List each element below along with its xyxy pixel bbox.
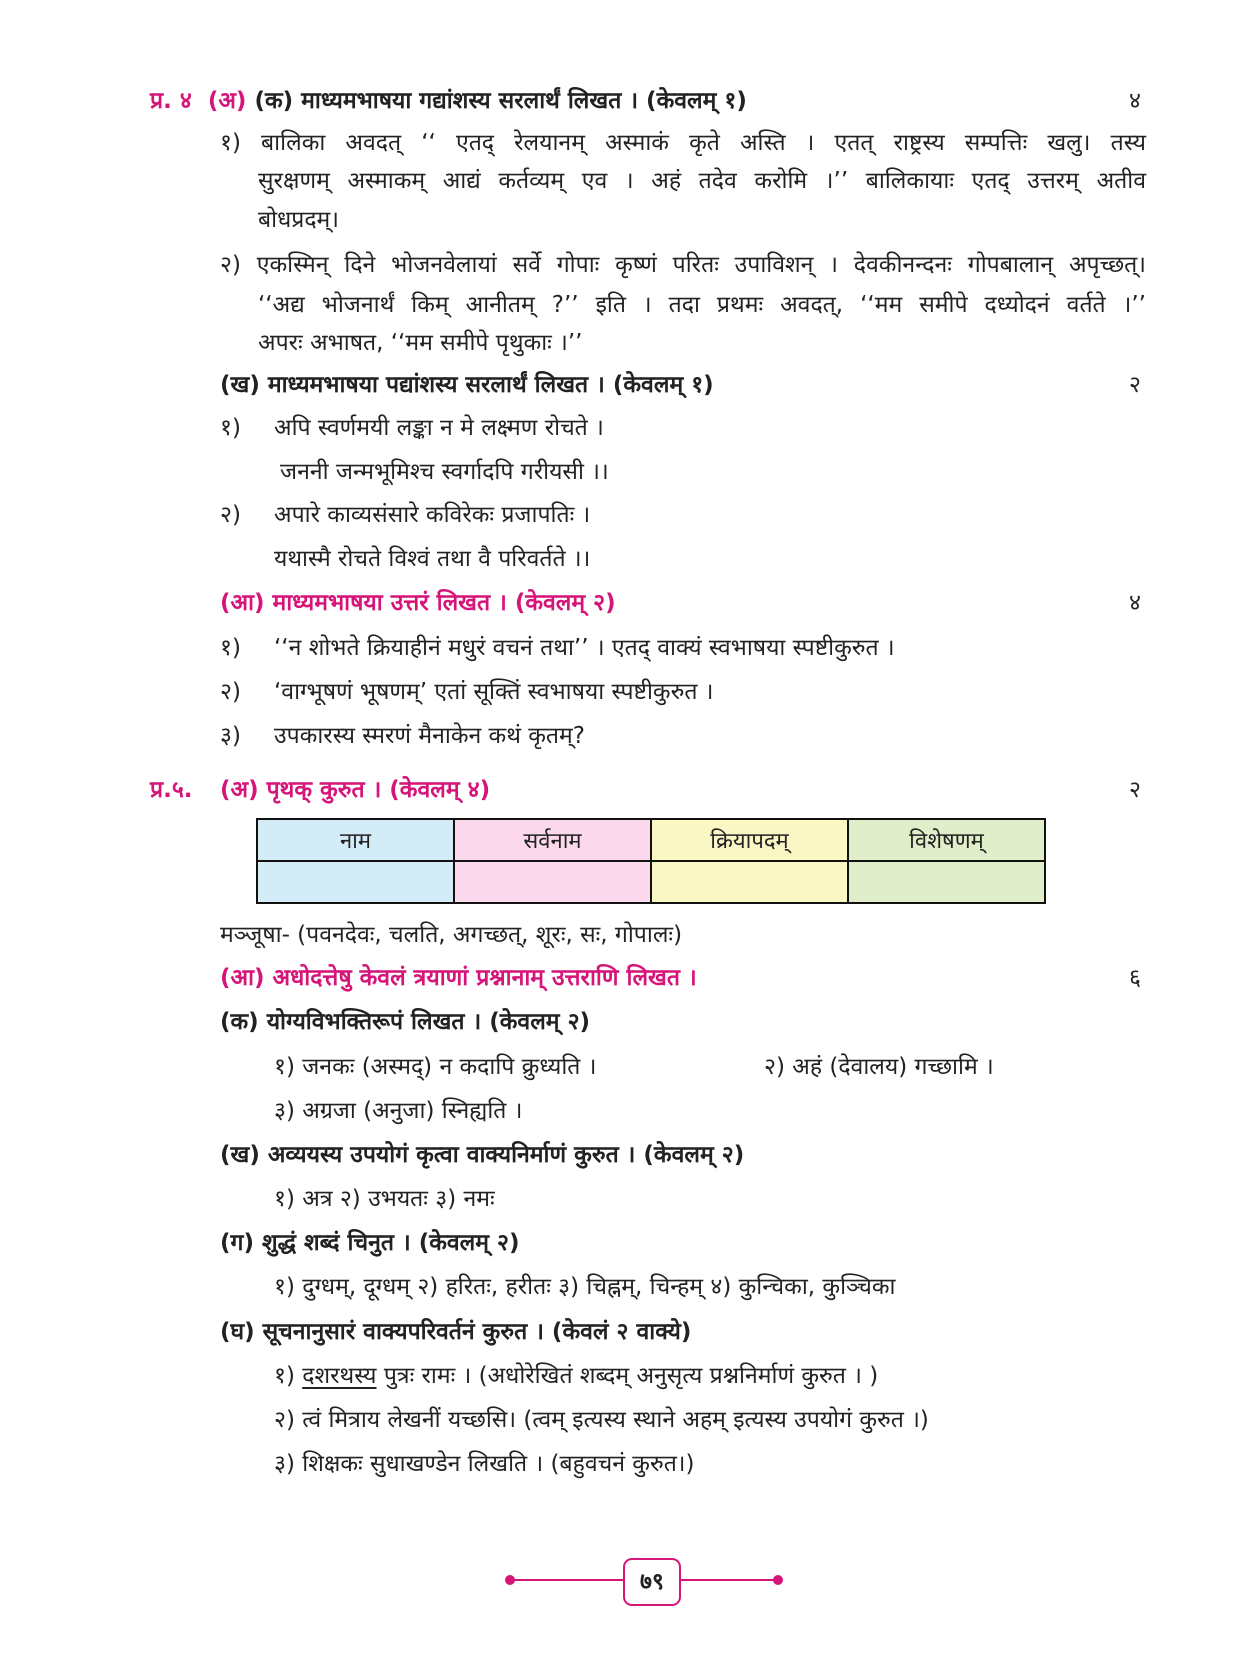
table-answer-row bbox=[257, 861, 1045, 903]
footer-rule-right bbox=[677, 1579, 777, 1581]
q5-a-heading: (अ) पृथक् कुरुत । (केवलम् ४) bbox=[220, 777, 491, 803]
table-header-cell: विशेषणम् bbox=[848, 819, 1045, 861]
category-table bbox=[256, 818, 1046, 904]
q4-ka-item1-line3: बोधप्रदम्। bbox=[258, 207, 340, 233]
q5-gha-item1-underlined: दशरथस्य bbox=[302, 1363, 377, 1389]
manjusha: मञ्जूषा- (पवनदेवः, चलति, अगच्छत्, शूरः, सः, गोपालः) bbox=[220, 922, 683, 948]
q5-a-marks: २ bbox=[1129, 777, 1141, 803]
q4-ka-marks: ४ bbox=[1129, 88, 1141, 114]
table-header-cell: क्रियापदम् bbox=[651, 819, 848, 861]
answer-cell bbox=[454, 861, 651, 903]
q4-aa-item3-num: ३) bbox=[220, 723, 241, 749]
q5-gha-item1 bbox=[274, 1361, 878, 1391]
answer-cell bbox=[257, 861, 454, 903]
q4-aa-marks: ४ bbox=[1129, 590, 1141, 616]
q4-kha-item1-num: १) bbox=[220, 415, 241, 441]
q4-aa-item1: ‘‘न शोभते क्रियाहीनं मधुरं वचनं तथा’’ । एतद् वाक्यं स्वभाषया स्पष्टीकुरुत । bbox=[274, 635, 895, 661]
q4-a-label: (अ) bbox=[207, 88, 247, 114]
q4-kha-heading: (ख) माध्यमभाषया पद्यांशस्य सरलार्थं लिखत । (केवलम् १) bbox=[220, 372, 714, 398]
q4-aa-item1-num: १) bbox=[220, 635, 241, 661]
footer-rule-left bbox=[510, 1579, 623, 1581]
answer-cell bbox=[848, 861, 1045, 903]
q5-label: प्र.५. bbox=[150, 777, 193, 803]
q4-aa-item2-num: २) bbox=[220, 679, 241, 705]
q4-ka-heading: (क) माध्यमभाषया गद्यांशस्य सरलार्थं लिखत । (केवलम् १) bbox=[254, 88, 747, 114]
table-header-row bbox=[257, 819, 1045, 861]
q4-kha-item1-line2: जननी जन्मभूमिश्च स्वर्गादपि गरीयसी ।। bbox=[280, 459, 609, 485]
q5-kha-heading: (ख) अव्ययस्य उपयोगं कृत्वा वाक्यनिर्माणं कुरुत । (केवलम् २) bbox=[220, 1142, 745, 1168]
q5-gha-heading: (घ) सूचनानुसारं वाक्यपरिवर्तनं कुरुत । (केवलं २ वाक्ये) bbox=[220, 1319, 692, 1345]
footer-dot-left bbox=[505, 1575, 515, 1585]
table-header-cell: नाम bbox=[257, 819, 454, 861]
table-header-cell: सर्वनाम bbox=[454, 819, 651, 861]
q5-aa-marks: ६ bbox=[1129, 965, 1141, 991]
q4-label: प्र. ४ bbox=[150, 88, 192, 114]
q4-kha-item2-num: २) bbox=[220, 502, 241, 528]
q5-ga-heading: (ग) शुद्धं शब्दं चिनुत । (केवलम् २) bbox=[220, 1230, 520, 1256]
footer-dot-right bbox=[773, 1575, 783, 1585]
q5-aa-heading: (आ) अधोदत्तेषु केवलं त्रयाणां प्रश्नानाम् उत्तराणि लिखत । bbox=[220, 965, 697, 991]
q4-kha-item1-line1: अपि स्वर्णमयी लङ्का न मे लक्ष्मण रोचते । bbox=[274, 415, 604, 441]
answer-cell bbox=[651, 861, 848, 903]
page-number: ७९ bbox=[623, 1558, 681, 1606]
q4-kha-item2-line1: अपारे काव्यसंसारे कविरेकः प्रजापतिः । bbox=[274, 502, 591, 528]
q4-ka-item2-line1: २) एकस्मिन् दिने भोजनवेलायां सर्वे गोपाः कृष्णं परितः उपाविशन् । देवकीनन्दनः गोपबालान् अपृच्छत्। bbox=[220, 252, 1146, 278]
q4-ka-item2-line2: ‘‘अद्य भोजनार्थं किम् आनीतम् ?’’ इति । तदा प्रथमः अवदत्, ‘‘मम समीपे दध्योदनं वर्तते ।’’ bbox=[258, 292, 1146, 318]
q4-ka-item2-line3: अपरः अभाषत, ‘‘मम समीपे पृथुकाः ।’’ bbox=[258, 330, 583, 356]
q5-ka-item1: १) जनकः (अस्मद्) न कदापि क्रुध्यति । bbox=[274, 1054, 597, 1080]
q4-aa-item3: उपकारस्य स्मरणं मैनाकेन कथं कृतम्? bbox=[274, 723, 585, 749]
q5-gha-item1-num: १) bbox=[274, 1363, 295, 1389]
q5-gha-item2: २) त्वं मित्राय लेखनीं यच्छसि। (त्वम् इत्यस्य स्थाने अहम् इत्यस्य उपयोगं कुरुत ।) bbox=[274, 1407, 929, 1433]
q5-ka-item2: २) अहं (देवालय) गच्छामि । bbox=[764, 1054, 994, 1080]
q5-ka-item3: ३) अग्रजा (अनुजा) स्निह्यति । bbox=[274, 1098, 523, 1124]
q4-kha-marks: २ bbox=[1129, 372, 1141, 398]
q5-ga-items: १) दुग्धम्, दूग्धम् २) हरितः, हरीतः ३) चिह्नम्, चिन्हम् ४) कुन्चिका, कुञ्चिका bbox=[274, 1274, 896, 1300]
q5-gha-item3: ३) शिक्षकः सुधाखण्डेन लिखति । (बहुवचनं कुरुत।) bbox=[274, 1451, 695, 1477]
q4-aa-heading: (आ) माध्यमभाषया उत्तरं लिखत । (केवलम् २) bbox=[220, 590, 616, 616]
q5-gha-item1-rest: पुत्रः रामः । (अधोरेखितं शब्दम् अनुसृत्य प्रश्ननिर्माणं कुरुत । ) bbox=[383, 1363, 879, 1389]
q4-header bbox=[150, 86, 747, 116]
q4-kha-item2-line2: यथास्मै रोचते विश्वं तथा वै परिवर्तते ।। bbox=[274, 546, 591, 572]
q4-ka-item1-line1: १) बालिका अवदत् ‘‘ एतद् रेलयानम् अस्माकं कृते अस्ति । एतत् राष्ट्रस्य सम्पत्तिः खलु। तस्य bbox=[220, 130, 1146, 156]
q4-aa-item2: ‘वाग्भूषणं भूषणम्’ एतां सूक्तिं स्वभाषया स्पष्टीकुरुत । bbox=[274, 679, 714, 705]
q5-ka-heading: (क) योग्यविभक्तिरूपं लिखत । (केवलम् २) bbox=[220, 1009, 591, 1035]
q5-kha-items: १) अत्र २) उभयतः ३) नमः bbox=[274, 1186, 495, 1212]
q4-ka-item1-line2: सुरक्षणम् अस्माकम् आद्यं कर्तव्यम् एव । अहं तदेव करोमि ।’’ बालिकायाः एतद् उत्तरम् अतीव bbox=[258, 168, 1146, 194]
